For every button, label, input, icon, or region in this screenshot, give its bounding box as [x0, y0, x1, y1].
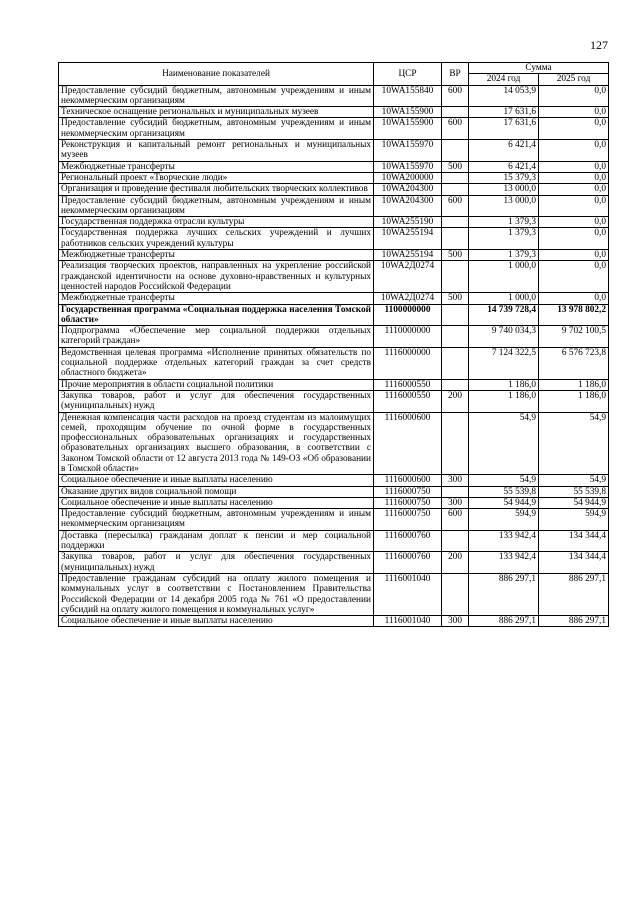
- row-name: Межбюджетные трансферты: [59, 293, 374, 304]
- table-row: [59, 107, 609, 118]
- table-row: [59, 347, 609, 379]
- table-row: [59, 184, 609, 195]
- row-name: Государственная поддержка отрасли культуры: [59, 217, 374, 228]
- row-sum-2024: 54 944,9: [469, 497, 539, 508]
- row-sum-2025: 886 297,1: [539, 573, 609, 615]
- row-sum-2024: 55 539,8: [469, 486, 539, 497]
- row-sum-2024: 17 631,6: [469, 118, 539, 140]
- table-row: [59, 293, 609, 304]
- row-sum-2024: 6 421,4: [469, 140, 539, 162]
- page-number: 127: [590, 38, 608, 52]
- row-vr: [442, 261, 469, 293]
- row-sum-2025: 54 944,9: [539, 497, 609, 508]
- table-header: [59, 63, 609, 86]
- row-sum-2025: 1 186,0: [539, 390, 609, 412]
- table-row: [59, 261, 609, 293]
- header-csr: ЦСР: [374, 63, 442, 86]
- row-vr: [442, 530, 469, 552]
- row-name: Реализация творческих проектов, направленных на укрепление российской гражданской идентичности на основе духовно-нравственных и культурных ценностей народов Российской Федерации: [59, 261, 374, 293]
- row-vr: [442, 217, 469, 228]
- row-sum-2024: 886 297,1: [469, 616, 539, 627]
- row-vr: [442, 304, 469, 326]
- row-vr: [442, 347, 469, 379]
- row-name: Техническое оснащение региональных и муниципальных музеев: [59, 107, 374, 118]
- row-vr: [442, 573, 469, 615]
- row-csr: 1116001040: [374, 573, 442, 615]
- table-row: [59, 486, 609, 497]
- row-csr: 10WA255194: [374, 228, 442, 250]
- row-name: Предоставление субсидий бюджетным, автономным учреждениям и иным некоммерческим организациям: [59, 85, 374, 107]
- row-vr: 200: [442, 390, 469, 412]
- row-csr: 10WA200000: [374, 172, 442, 183]
- table-row: [59, 475, 609, 486]
- row-csr: 10WA155900: [374, 118, 442, 140]
- row-sum-2025: 134 344,4: [539, 530, 609, 552]
- row-sum-2024: 6 421,4: [469, 161, 539, 172]
- row-csr: 1116000750: [374, 509, 442, 531]
- header-year-2024: 2024 год: [469, 74, 539, 85]
- row-name: Денежная компенсация части расходов на проезд студентам из малоимущих семей, проходящим обучение по очной форме в государственных профессиональных образовательных организациях и государственных образовательных организациях высшего образования, в соответствии с Законом Томской области от 12 августа 2013 года № 149-ОЗ «Об образовании в Томской области»: [59, 412, 374, 475]
- row-sum-2025: 54,9: [539, 412, 609, 475]
- row-sum-2024: 1 379,3: [469, 228, 539, 250]
- row-sum-2025: 55 539,8: [539, 486, 609, 497]
- row-name: Закупка товаров, работ и услуг для обеспечения государственных (муниципальных) нужд: [59, 390, 374, 412]
- table-row: [59, 140, 609, 162]
- row-vr: [442, 172, 469, 183]
- row-name: Доставка (пересылка) гражданам доплат к пенсии и мер социальной поддержки: [59, 530, 374, 552]
- row-sum-2024: 1 186,0: [469, 390, 539, 412]
- row-sum-2024: 133 942,4: [469, 530, 539, 552]
- row-vr: 500: [442, 293, 469, 304]
- row-name: Межбюджетные трансферты: [59, 161, 374, 172]
- row-sum-2025: 0,0: [539, 85, 609, 107]
- row-sum-2025: 0,0: [539, 140, 609, 162]
- table-row: [59, 217, 609, 228]
- row-sum-2025: 134 344,4: [539, 552, 609, 574]
- row-sum-2025: 0,0: [539, 250, 609, 261]
- table-row: [59, 379, 609, 390]
- row-name: Государственная программа «Социальная поддержка населения Томской области»: [59, 304, 374, 326]
- row-csr: 1110000000: [374, 326, 442, 348]
- row-csr: 1116000550: [374, 379, 442, 390]
- row-sum-2025: 9 702 100,5: [539, 326, 609, 348]
- row-sum-2025: 54,9: [539, 475, 609, 486]
- row-name: Региональный проект «Творческие люди»: [59, 172, 374, 183]
- table-row: [59, 412, 609, 475]
- row-csr: 1116000550: [374, 390, 442, 412]
- table-row: [59, 552, 609, 574]
- header-vr: ВР: [442, 63, 469, 86]
- row-vr: [442, 184, 469, 195]
- row-csr: 10WA155840: [374, 85, 442, 107]
- row-csr: 10WA2Д0274: [374, 293, 442, 304]
- row-csr: 1100000000: [374, 304, 442, 326]
- row-sum-2025: 0,0: [539, 217, 609, 228]
- row-sum-2025: 0,0: [539, 228, 609, 250]
- row-vr: 500: [442, 161, 469, 172]
- row-sum-2025: 1 186,0: [539, 379, 609, 390]
- row-sum-2025: 886 297,1: [539, 616, 609, 627]
- row-vr: [442, 379, 469, 390]
- row-csr: 10WA2Д0274: [374, 261, 442, 293]
- table-row: [59, 250, 609, 261]
- row-sum-2024: 7 124 322,5: [469, 347, 539, 379]
- row-vr: [442, 412, 469, 475]
- row-csr: 1116000760: [374, 530, 442, 552]
- row-sum-2024: 15 379,3: [469, 172, 539, 183]
- row-csr: 1116000600: [374, 475, 442, 486]
- row-sum-2024: 1 186,0: [469, 379, 539, 390]
- row-sum-2024: 133 942,4: [469, 552, 539, 574]
- table-row: [59, 172, 609, 183]
- table-row: [59, 118, 609, 140]
- row-name: Предоставление субсидий бюджетным, автономным учреждениям и иным некоммерческим организациям: [59, 195, 374, 217]
- row-csr: 10WA255190: [374, 217, 442, 228]
- row-vr: 600: [442, 195, 469, 217]
- row-vr: [442, 486, 469, 497]
- row-csr: 10WA155970: [374, 161, 442, 172]
- header-sum: Сумма: [469, 63, 609, 74]
- table-row: [59, 195, 609, 217]
- row-name: Подпрограмма «Обеспечение мер социальной поддержки отдельных категорий граждан»: [59, 326, 374, 348]
- table-row: [59, 85, 609, 107]
- row-vr: [442, 107, 469, 118]
- row-sum-2025: 0,0: [539, 107, 609, 118]
- row-csr: 10WA155900: [374, 107, 442, 118]
- table-row: [59, 304, 609, 326]
- row-csr: 1116000000: [374, 347, 442, 379]
- row-sum-2025: 0,0: [539, 293, 609, 304]
- row-sum-2025: 0,0: [539, 261, 609, 293]
- row-name: Организация и проведение фестиваля любительских творческих коллективов: [59, 184, 374, 195]
- row-csr: 10WA204300: [374, 184, 442, 195]
- row-sum-2024: 54,9: [469, 475, 539, 486]
- table-row: [59, 228, 609, 250]
- row-name: Прочие мероприятия в области социальной политики: [59, 379, 374, 390]
- row-vr: [442, 326, 469, 348]
- row-sum-2024: 9 740 034,3: [469, 326, 539, 348]
- row-vr: 600: [442, 118, 469, 140]
- row-sum-2024: 54,9: [469, 412, 539, 475]
- row-csr: 1116000750: [374, 486, 442, 497]
- row-sum-2025: 0,0: [539, 118, 609, 140]
- row-name: Реконструкция и капитальный ремонт региональных и муниципальных музеев: [59, 140, 374, 162]
- row-name: Оказание других видов социальной помощи: [59, 486, 374, 497]
- row-sum-2025: 13 978 802,2: [539, 304, 609, 326]
- row-vr: 300: [442, 616, 469, 627]
- row-csr: 1116001040: [374, 616, 442, 627]
- row-sum-2024: 14 739 728,4: [469, 304, 539, 326]
- row-sum-2024: 1 379,3: [469, 250, 539, 261]
- row-vr: [442, 140, 469, 162]
- row-csr: 10WA255194: [374, 250, 442, 261]
- row-name: Предоставление гражданам субсидий на оплату жилого помещения и коммунальных услуг в соответствии с Постановлением Правительства Российской Федерации от 14 декабря 2005 года № 761 «О предоставлении субсидий на оплату жилого помещения и коммунальных услуг»: [59, 573, 374, 615]
- row-csr: 10WA204300: [374, 195, 442, 217]
- row-name: Предоставление субсидий бюджетным, автономным учреждениям и иным некоммерческим организациям: [59, 118, 374, 140]
- table-row: [59, 509, 609, 531]
- table-row: [59, 530, 609, 552]
- row-sum-2025: 0,0: [539, 161, 609, 172]
- row-sum-2025: 0,0: [539, 195, 609, 217]
- row-sum-2025: 594,9: [539, 509, 609, 531]
- row-name: Ведомственная целевая программа «Исполнение принятых обязательств по социальной поддержке отдельных категорий граждан за счет средств областного бюджета»: [59, 347, 374, 379]
- row-name: Социальное обеспечение и иные выплаты населению: [59, 497, 374, 508]
- row-vr: 200: [442, 552, 469, 574]
- row-vr: 600: [442, 85, 469, 107]
- row-sum-2025: 0,0: [539, 172, 609, 183]
- row-vr: 300: [442, 497, 469, 508]
- row-sum-2024: 13 000,0: [469, 195, 539, 217]
- row-sum-2024: 594,9: [469, 509, 539, 531]
- budget-table: [58, 62, 609, 627]
- row-sum-2024: 1 000,0: [469, 261, 539, 293]
- row-sum-2025: 6 576 723,8: [539, 347, 609, 379]
- row-vr: [442, 228, 469, 250]
- row-vr: 500: [442, 250, 469, 261]
- table-row: [59, 326, 609, 348]
- header-year-2025: 2025 год: [539, 74, 609, 85]
- row-name: Предоставление субсидий бюджетным, автономным учреждениям и иным некоммерческим организациям: [59, 509, 374, 531]
- row-csr: 1116000760: [374, 552, 442, 574]
- row-csr: 1116000600: [374, 412, 442, 475]
- row-name: Государственная поддержка лучших сельских учреждений и лучших работников сельских учреждений культуры: [59, 228, 374, 250]
- row-sum-2024: 1 000,0: [469, 293, 539, 304]
- header-name: Наименование показателей: [59, 63, 374, 86]
- row-vr: 600: [442, 509, 469, 531]
- row-csr: 1116000750: [374, 497, 442, 508]
- row-sum-2024: 13 000,0: [469, 184, 539, 195]
- row-name: Межбюджетные трансферты: [59, 250, 374, 261]
- row-name: Закупка товаров, работ и услуг для обеспечения государственных (муниципальных) нужд: [59, 552, 374, 574]
- row-sum-2024: 886 297,1: [469, 573, 539, 615]
- table-row: [59, 390, 609, 412]
- table-body: [59, 85, 609, 627]
- row-csr: 10WA155970: [374, 140, 442, 162]
- table-row: [59, 161, 609, 172]
- row-sum-2024: 1 379,3: [469, 217, 539, 228]
- row-sum-2024: 17 631,6: [469, 107, 539, 118]
- row-name: Социальное обеспечение и иные выплаты населению: [59, 475, 374, 486]
- table-row: [59, 616, 609, 627]
- row-name: Социальное обеспечение и иные выплаты населению: [59, 616, 374, 627]
- row-sum-2024: 14 053,9: [469, 85, 539, 107]
- row-sum-2025: 0,0: [539, 184, 609, 195]
- table-row: [59, 573, 609, 615]
- row-vr: 300: [442, 475, 469, 486]
- table-row: [59, 497, 609, 508]
